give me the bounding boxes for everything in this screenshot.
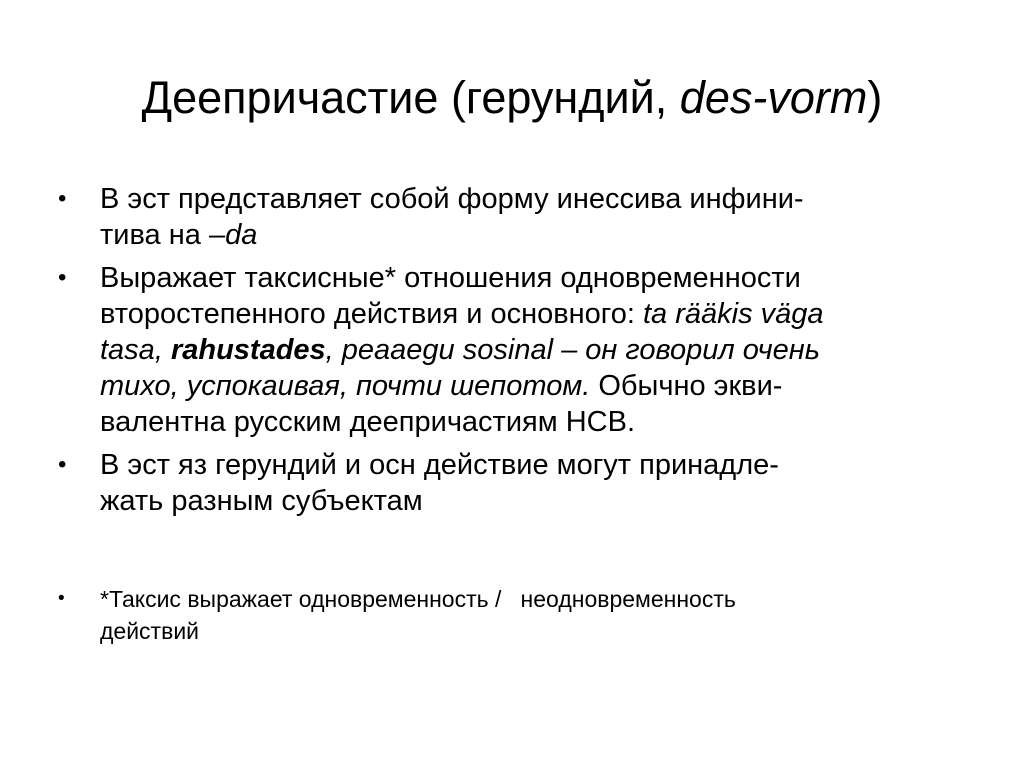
title-text: Деепричастие (герундий, (141, 72, 680, 123)
bullet-icon: • (58, 588, 65, 609)
bullet-1-suffix: –da (208, 219, 258, 251)
bullet-2-highlight: rahustades (170, 334, 326, 366)
bullet-list (58, 181, 978, 526)
bullet-1-text: тива на (100, 219, 209, 251)
bullet-item-3 (58, 447, 978, 519)
bullet-1-line-2 (100, 217, 978, 253)
bullet-2-line-2 (100, 296, 978, 332)
footnote-line-2: действий (100, 618, 200, 644)
bullet-2-line-3 (100, 332, 978, 368)
bullet-2-line-4 (100, 368, 978, 404)
bullet-item-1 (58, 181, 978, 253)
title-close: ) (867, 72, 883, 123)
footnote (58, 583, 978, 647)
bullet-item-2 (58, 260, 978, 440)
bullet-2-text: второстепенного действия и основного: (100, 298, 643, 330)
bullet-1-line-1: В эст представляет собой форму инессива инфини- (100, 183, 804, 215)
title-italic: des-vorm (679, 72, 868, 123)
bullet-icon: • (58, 264, 67, 291)
bullet-3-line-2: жать разным субъектам (100, 485, 423, 517)
bullet-icon: • (58, 185, 67, 212)
bullet-3-line-1: В эст яз герундий и осн действие могут принадле- (100, 449, 779, 481)
bullet-2-note: Обычно экви- (590, 370, 783, 402)
bullet-2-example-start: ta rääkis väga (642, 298, 824, 330)
bullet-2-line-1: Выражает таксисные* отношения одновременности (100, 262, 801, 294)
slide-title (0, 68, 1024, 128)
footnote-line-1: *Таксис выражает одновременность / неодновременность (100, 586, 736, 612)
bullet-2-line-5: валентна русским деепричастиям НСВ. (100, 406, 636, 438)
bullet-2-example-b: , peaaegu sosinal – он говорил очень (325, 334, 820, 366)
bullet-2-example-a: tasa, (100, 334, 171, 366)
bullet-icon: • (58, 451, 67, 478)
bullet-2-translation: тихо, успокаивая, почти шепотом. (100, 370, 591, 402)
